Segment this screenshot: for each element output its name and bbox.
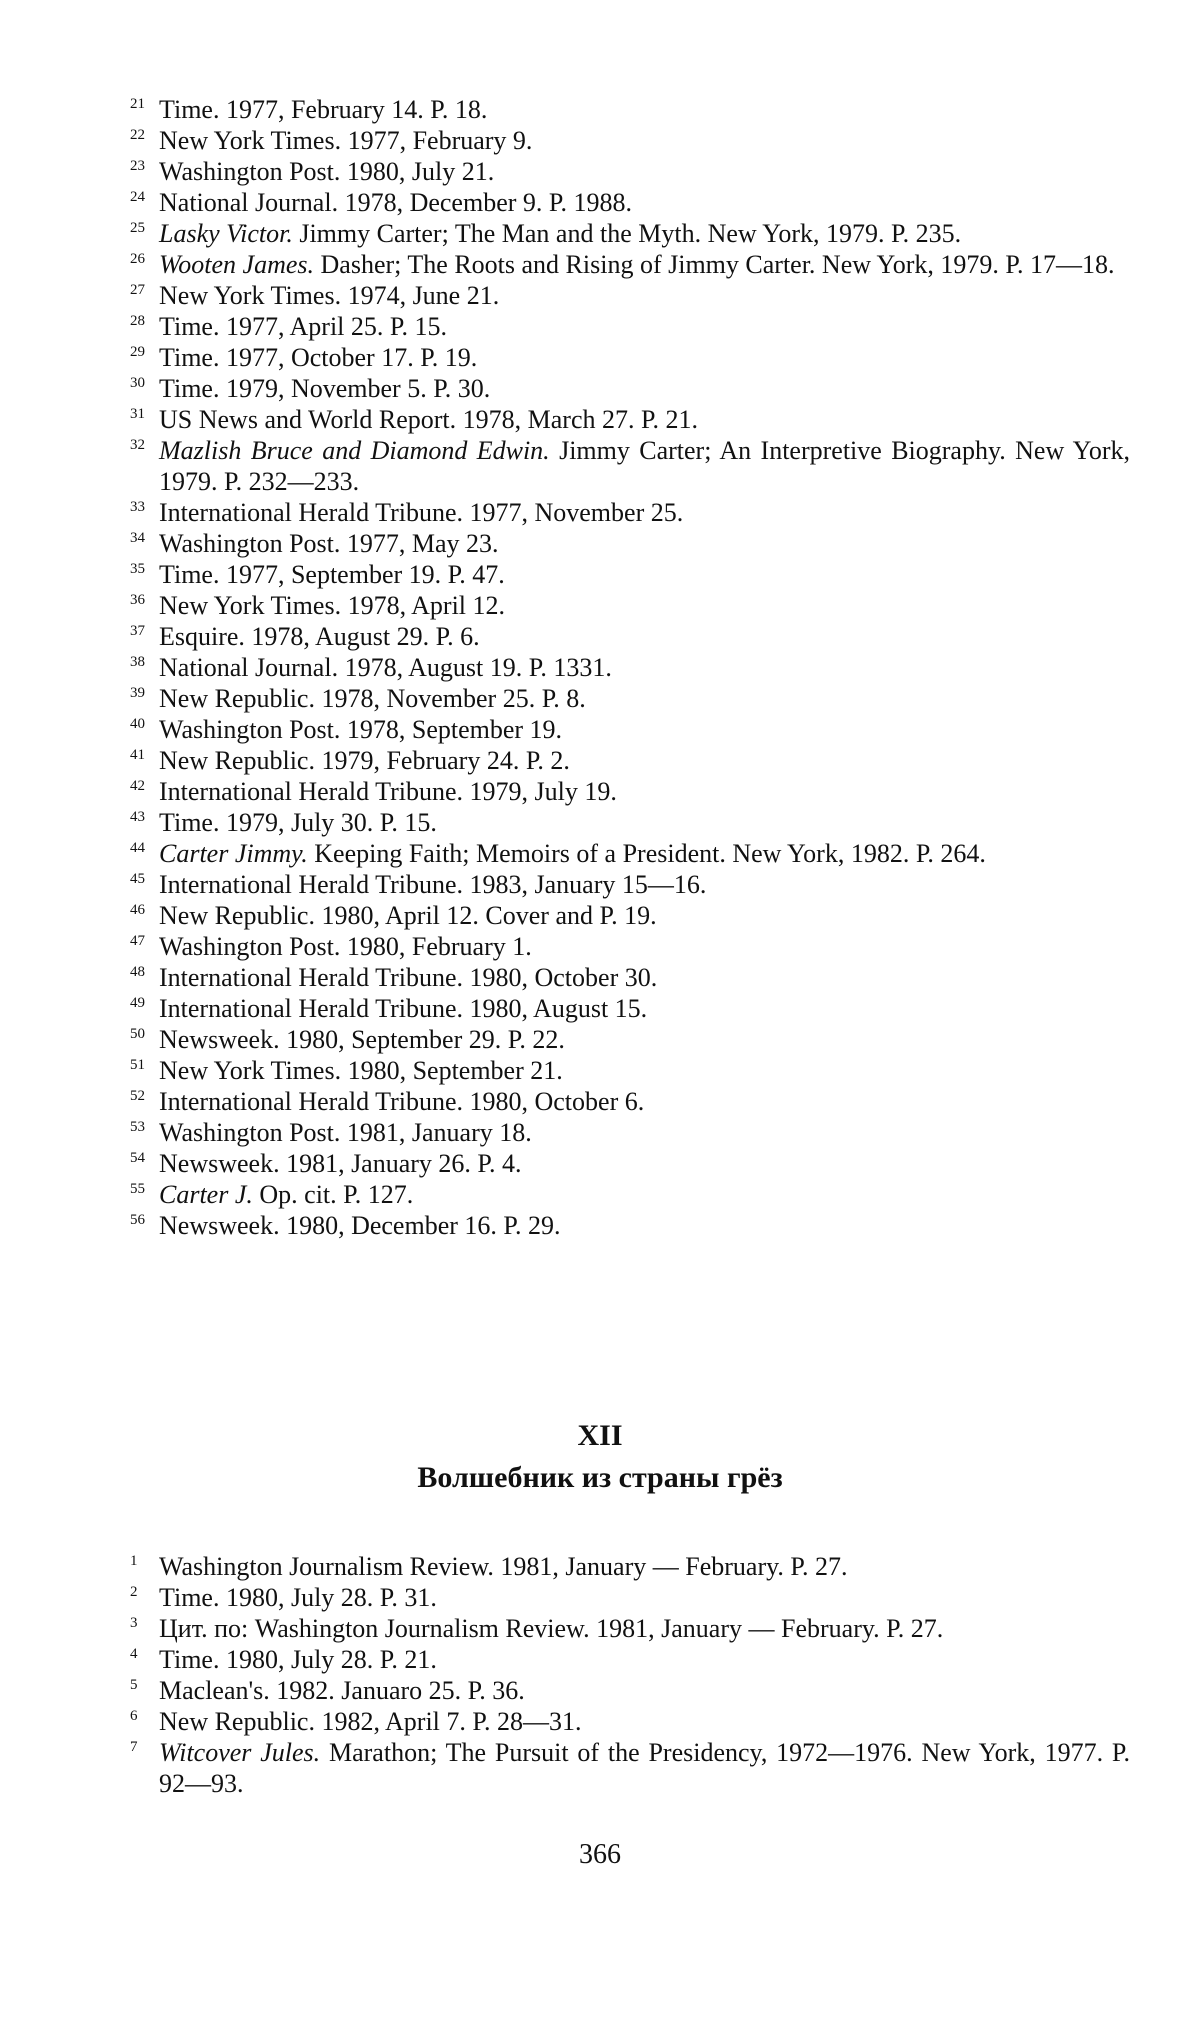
footnote-number: 27 bbox=[130, 282, 145, 298]
footnote bbox=[130, 373, 1130, 404]
footnote bbox=[130, 1582, 1130, 1613]
footnote-number: 2 bbox=[130, 1584, 138, 1600]
footnote-number: 50 bbox=[130, 1026, 145, 1042]
footnote-text: International Herald Tribune. 1980, October 30. bbox=[159, 963, 658, 992]
footnote-text: Washington Post. 1978, September 19. bbox=[159, 715, 563, 744]
footnote-text: Dasher; The Roots and Rising of Jimmy Carter. New York, 1979. P. 17—18. bbox=[320, 250, 1115, 279]
footnote-text: Washington Journalism Review. 1981, January — February. P. 27. bbox=[159, 1552, 848, 1581]
footnote-number: 42 bbox=[130, 778, 145, 794]
footnote-text: Washington Post. 1980, July 21. bbox=[159, 157, 495, 186]
footnote bbox=[130, 311, 1130, 342]
footnote-author: Mazlish Bruce and Diamond Edwin. bbox=[159, 436, 550, 465]
footnote-number: 49 bbox=[130, 995, 145, 1011]
footnote-text: Esquire. 1978, August 29. P. 6. bbox=[159, 622, 480, 651]
footnote-number: 37 bbox=[130, 623, 145, 639]
footnote-number: 30 bbox=[130, 375, 145, 391]
footnote-number: 7 bbox=[130, 1739, 138, 1755]
footnote-text: Newsweek. 1981, January 26. P. 4. bbox=[159, 1149, 522, 1178]
footnote-text: International Herald Tribune. 1980, October 6. bbox=[159, 1087, 645, 1116]
footnote-text: New Republic. 1979, February 24. P. 2. bbox=[159, 746, 570, 775]
footnote-text: Time. 1977, September 19. P. 47. bbox=[159, 560, 505, 589]
footnote-text: Jimmy Carter; An Interpretive Biography. New York, 1979. P. 232—233. bbox=[159, 436, 1130, 496]
footnote-text: Newsweek. 1980, December 16. P. 29. bbox=[159, 1211, 561, 1240]
footnote bbox=[130, 621, 1130, 652]
footnote bbox=[130, 1148, 1130, 1179]
page-number: 366 bbox=[579, 1839, 621, 1870]
footnote-number: 5 bbox=[130, 1677, 138, 1693]
footnote-text: Time. 1980, July 28. P. 21. bbox=[159, 1645, 437, 1674]
footnote-number: 51 bbox=[130, 1057, 145, 1073]
footnote bbox=[130, 1055, 1130, 1086]
footnote-number: 26 bbox=[130, 251, 145, 267]
footnote-text: International Herald Tribune. 1983, January 15—16. bbox=[159, 870, 707, 899]
footnote-text: Op. cit. P. 127. bbox=[259, 1180, 414, 1209]
footnote bbox=[130, 745, 1130, 776]
footnote-number: 39 bbox=[130, 685, 145, 701]
footnote-text: New Republic. 1978, November 25. P. 8. bbox=[159, 684, 586, 713]
footnote-text: National Journal. 1978, December 9. P. 1988. bbox=[159, 188, 632, 217]
footnote-text: Time. 1977, October 17. P. 19. bbox=[159, 343, 478, 372]
footnote-number: 33 bbox=[130, 499, 145, 515]
footnote-number: 32 bbox=[130, 437, 145, 453]
footnote-text: New Republic. 1980, April 12. Cover and P. 19. bbox=[159, 901, 657, 930]
footnote-text: Time. 1979, November 5. P. 30. bbox=[159, 374, 491, 403]
footnote bbox=[130, 528, 1130, 559]
footnote bbox=[130, 249, 1130, 280]
footnote bbox=[130, 776, 1130, 807]
footnote-number: 38 bbox=[130, 654, 145, 670]
footnote-text: National Journal. 1978, August 19. P. 1331. bbox=[159, 653, 612, 682]
footnote-number: 24 bbox=[130, 189, 145, 205]
footnote-text: Washington Post. 1977, May 23. bbox=[159, 529, 499, 558]
footnote bbox=[130, 931, 1130, 962]
footnote-number: 23 bbox=[130, 158, 145, 174]
footnote-text: Washington Post. 1981, January 18. bbox=[159, 1118, 532, 1147]
footnote-text: Time. 1977, February 14. P. 18. bbox=[159, 95, 488, 124]
footnote-number: 54 bbox=[130, 1150, 145, 1166]
footnote-number: 46 bbox=[130, 902, 145, 918]
footnote-number: 53 bbox=[130, 1119, 145, 1135]
footnote-number: 1 bbox=[130, 1553, 138, 1569]
footnote bbox=[130, 590, 1130, 621]
footnote bbox=[130, 1210, 1130, 1241]
footnote bbox=[130, 869, 1130, 900]
footnote-number: 4 bbox=[130, 1646, 138, 1662]
footnote-text: New York Times. 1977, February 9. bbox=[159, 126, 533, 155]
footnote-number: 44 bbox=[130, 840, 145, 856]
footnote-text: Newsweek. 1980, September 29. P. 22. bbox=[159, 1025, 565, 1054]
footnote bbox=[130, 1117, 1130, 1148]
footnote-author: Carter J. bbox=[159, 1180, 253, 1209]
footnote-author: Wooten James. bbox=[159, 250, 315, 279]
footnote bbox=[130, 559, 1130, 590]
footnote-number: 45 bbox=[130, 871, 145, 887]
footnote-number: 40 bbox=[130, 716, 145, 732]
footnote bbox=[130, 497, 1130, 528]
footnote-text: New York Times. 1980, September 21. bbox=[159, 1056, 563, 1085]
footnote bbox=[130, 280, 1130, 311]
footnote-number: 3 bbox=[130, 1615, 138, 1631]
footnote-number: 56 bbox=[130, 1212, 145, 1228]
footnote bbox=[130, 714, 1130, 745]
footnote-text: International Herald Tribune. 1979, July 19. bbox=[159, 777, 617, 806]
footnote-number: 6 bbox=[130, 1708, 138, 1724]
footnote-author: Carter Jimmy. bbox=[159, 839, 308, 868]
footnote-text: International Herald Tribune. 1977, November 25. bbox=[159, 498, 684, 527]
footnote bbox=[130, 187, 1130, 218]
footnote bbox=[130, 1179, 1130, 1210]
footnote bbox=[130, 1737, 1130, 1799]
footnote-text: US News and World Report. 1978, March 27. P. 21. bbox=[159, 405, 699, 434]
footnote bbox=[130, 962, 1130, 993]
footnote-text: New Republic. 1982, April 7. P. 28—31. bbox=[159, 1707, 582, 1736]
footnote-text: Keeping Faith; Memoirs of a President. New York, 1982. P. 264. bbox=[314, 839, 986, 868]
footnote bbox=[130, 1613, 1130, 1644]
footnote-number: 28 bbox=[130, 313, 145, 329]
footnote bbox=[130, 1675, 1130, 1706]
footnote-author: Witcover Jules. bbox=[159, 1738, 321, 1767]
footnote bbox=[130, 838, 1130, 869]
footnote-text: Marathon; The Pursuit of the Presidency, 1972—1976. New York, 1977. P. 92—93. bbox=[159, 1738, 1130, 1798]
footnote-text: New York Times. 1978, April 12. bbox=[159, 591, 506, 620]
footnote-text: New York Times. 1974, June 21. bbox=[159, 281, 500, 310]
footnote-text: Washington Post. 1980, February 1. bbox=[159, 932, 532, 961]
footnote bbox=[130, 900, 1130, 931]
footnote-number: 36 bbox=[130, 592, 145, 608]
footnote-text: Цит. по: Washington Journalism Review. 1981, January — February. P. 27. bbox=[159, 1614, 944, 1643]
footnote bbox=[130, 1644, 1130, 1675]
chapter-title: Волшебник из страны грёз bbox=[417, 1461, 783, 1494]
footnote bbox=[130, 1551, 1130, 1582]
footnote bbox=[130, 156, 1130, 187]
footnote-text: Time. 1977, April 25. P. 15. bbox=[159, 312, 447, 341]
footnote-number: 48 bbox=[130, 964, 145, 980]
footnote-text: Jimmy Carter; The Man and the Myth. New York, 1979. P. 235. bbox=[299, 219, 962, 248]
footnote-number: 47 bbox=[130, 933, 145, 949]
notes-list-chapter-xii bbox=[130, 1551, 1130, 1799]
footnote bbox=[130, 993, 1130, 1024]
footnote bbox=[130, 1706, 1130, 1737]
footnote-text: Time. 1979, July 30. P. 15. bbox=[159, 808, 437, 837]
footnote bbox=[130, 404, 1130, 435]
footnote-number: 41 bbox=[130, 747, 145, 763]
footnote bbox=[130, 652, 1130, 683]
footnote bbox=[130, 1086, 1130, 1117]
chapter-number: XII bbox=[577, 1419, 623, 1452]
footnote-number: 55 bbox=[130, 1181, 145, 1197]
footnote bbox=[130, 435, 1130, 497]
footnote-number: 34 bbox=[130, 530, 145, 546]
footnote-number: 43 bbox=[130, 809, 145, 825]
footnote bbox=[130, 125, 1130, 156]
footnote-number: 25 bbox=[130, 220, 145, 236]
footnote-number: 22 bbox=[130, 127, 145, 143]
footnote-number: 31 bbox=[130, 406, 145, 422]
footnote-number: 52 bbox=[130, 1088, 145, 1104]
footnote-text: Time. 1980, July 28. P. 31. bbox=[159, 1583, 437, 1612]
footnote bbox=[130, 218, 1130, 249]
footnote-number: 29 bbox=[130, 344, 145, 360]
footnote bbox=[130, 342, 1130, 373]
footnote bbox=[130, 683, 1130, 714]
footnote bbox=[130, 94, 1130, 125]
footnote bbox=[130, 807, 1130, 838]
notes-list-previous-chapter bbox=[130, 94, 1130, 1241]
footnote-text: International Herald Tribune. 1980, August 15. bbox=[159, 994, 648, 1023]
footnote bbox=[130, 1024, 1130, 1055]
footnote-number: 35 bbox=[130, 561, 145, 577]
footnote-number: 21 bbox=[130, 96, 145, 112]
footnote-author: Lasky Victor. bbox=[159, 219, 293, 248]
footnote-text: Maclean's. 1982. Januaro 25. P. 36. bbox=[159, 1676, 525, 1705]
